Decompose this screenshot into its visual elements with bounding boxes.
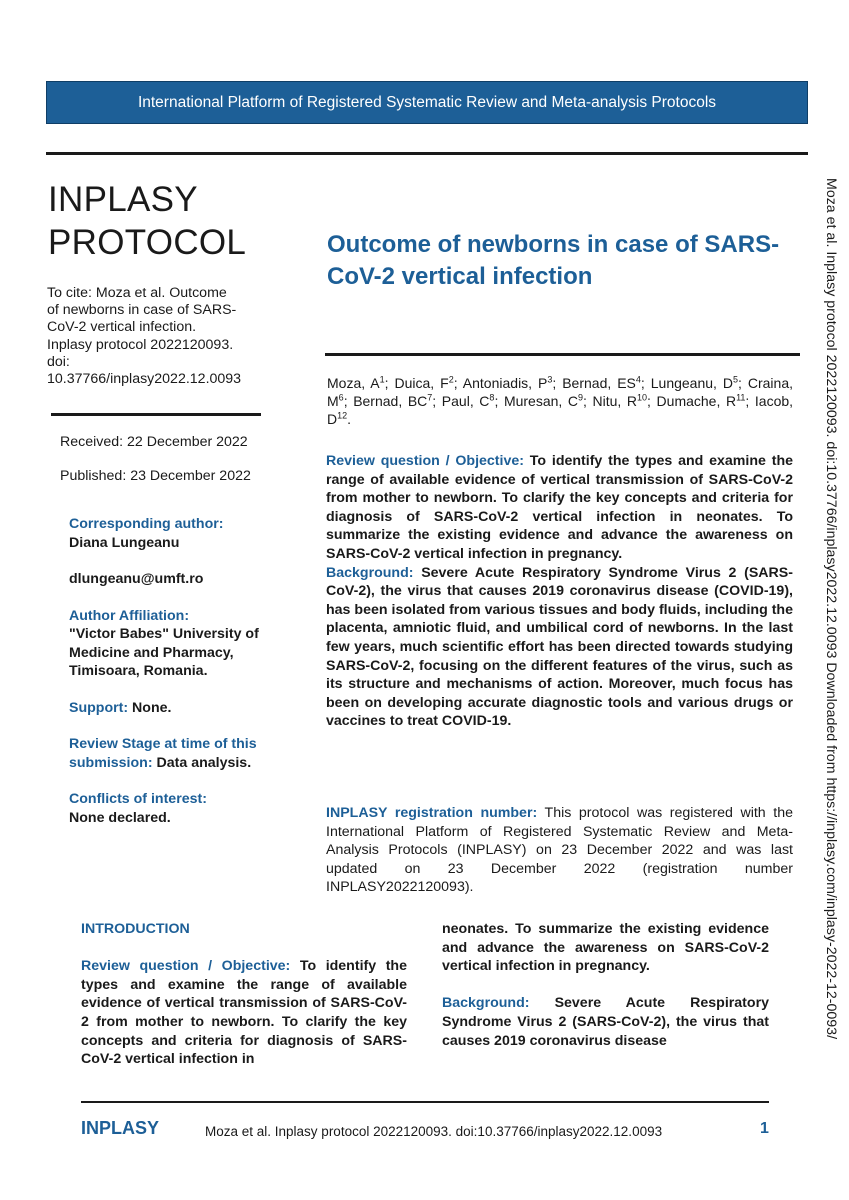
support-value: None.: [128, 699, 172, 716]
footer-brand: INPLASY: [81, 1118, 160, 1138]
author-list: Moza, $A^1$; Duica, $F^2$; Antoniadis, $P^3$; Bernad, $ES^4$; Lungeanu, $D^5$; Craina, $M^6$; Bernad, $BC^7$; Paul, $C^8$; Muresan, $C^9$; Nitu, $R^{10}$; Dumache, $R^{11}$; Iacob, $D^{12}$.: [327, 374, 794, 427]
author-name: Moza, A: [327, 375, 380, 391]
dates-block: [60, 434, 251, 502]
review-stage-block: [69, 735, 294, 772]
corresponding-author: [69, 515, 294, 552]
author-affil-number: 1: [379, 374, 385, 385]
footer-citation: Moza et al. Inplasy protocol 2022120093. doi:10.37766/inplasy2022.12.0093: [205, 1124, 663, 1139]
author-affil-number: 9: [578, 392, 584, 403]
author-name: Lungeanu, D: [650, 375, 733, 391]
cite-line: 10.37766/inplasy2022.12.0093: [47, 371, 242, 388]
intro-review-question: [81, 957, 407, 1069]
author-affil-number: 7: [427, 392, 433, 403]
email-block: [69, 570, 294, 589]
protocol-heading: [48, 178, 246, 264]
author-name: Nitu, R: [592, 393, 638, 409]
side-download-notice: Moza et al. Inplasy protocol 2022120093. doi:10.37766/inplasy2022.12.0093 Downloaded from https://inplasy.com/inplasy-2022-12-0093/: [823, 178, 839, 1040]
review-stage-label: Review Stage at time of this: [69, 736, 257, 752]
intro-background: [442, 994, 769, 1050]
author-affil-number: 2: [448, 374, 454, 385]
cite-line: doi:: [47, 353, 70, 370]
citation-block: [47, 285, 272, 388]
intro-background-text: Severe Acute Respiratory Syndrome Virus 2 (SARS-CoV-2), the virus that causes 2019 coronavirus disease: [442, 995, 769, 1049]
author-email[interactable]: dlungeanu@umft.ro: [69, 571, 204, 587]
conflicts-value: None declared.: [69, 809, 171, 826]
review-question-text: To identify the types and examine the range of available evidence of vertical transmission of SARS-CoV-2 from mother to newborn. To clarify the key concepts and criteria for diagnosis of SARS-CoV-2 vertical infection in neonates. To summarize the existing evidence and advance the awareness on SARS-CoV-2 vertical infection in pregnancy.: [326, 453, 794, 562]
author-affil-number: 10: [637, 392, 648, 403]
protocol-heading-line1: INPLASY: [48, 180, 198, 219]
background-text: Severe Acute Respiratory Syndrome Virus 2 (SARS-CoV-2), the virus that causes 2019 coronavirus disease (COVID-19), has been isolated from various tissues and body fluids, including the placenta, amniotic fluid, and umbilical cord of newborns. In the last few years, much scientific effort has been directed towards studying SARS-CoV-2, focusing on the different features of the virus, such as its structure and mechanisms of action. Moreover, much focus has been on developing accurate diagnostic tools and various drugs or vaccines to treat COVID-19.: [326, 564, 793, 730]
author-name: Dumache, R: [656, 393, 737, 409]
review-question-paragraph: [326, 452, 793, 564]
background-label: Background:: [326, 564, 414, 581]
title-rule: [325, 353, 800, 356]
left-rule: [51, 413, 261, 416]
page-number: 1: [760, 1120, 769, 1137]
platform-banner: International Platform of Registered Systematic Review and Meta-analysis Protocols: [46, 81, 808, 124]
author-name: Muresan, C: [503, 393, 579, 409]
metadata-block: [69, 515, 294, 845]
review-stage-label-2: submission:: [69, 754, 153, 771]
intro-background-label: Background:: [442, 995, 530, 1012]
published-date: Published: 23 December 2022: [60, 468, 251, 484]
author-name: Bernad, ES: [562, 375, 636, 391]
registration-paragraph: [326, 804, 793, 897]
conflicts-label: Conflicts of interest:: [69, 791, 207, 807]
received-date: Received: 22 December 2022: [60, 434, 248, 450]
article-title: Outcome of newborns in case of SARS-CoV-2 vertical infection: [327, 231, 780, 290]
protocol-heading-line2: PROTOCOL: [48, 223, 247, 262]
support-block: [69, 699, 294, 718]
cite-line: To cite: Moza et al. Outcome: [47, 285, 227, 301]
author-affil-number: 8: [489, 392, 495, 403]
affiliation-block: [69, 607, 294, 681]
intro-review-question-label: Review question / Objective:: [81, 958, 291, 975]
footer-rule: [81, 1101, 769, 1103]
abstract-block: [326, 452, 793, 731]
registration-text: This protocol was registered with the International Platform of Registered Systematic Review and Meta-Analysis Protocols (INPLASY) on 23 December 2022 and was last updated on 23 December 2022 (registration number INPLASY2022120093).: [326, 805, 793, 896]
corresponding-author-label: Corresponding author:: [69, 516, 224, 532]
corresponding-author-name: Diana Lungeanu: [69, 534, 180, 551]
review-stage-value: Data analysis.: [152, 754, 252, 771]
author-name: Paul, C: [441, 393, 490, 409]
affiliation-line: Medicine and Pharmacy,: [69, 644, 234, 661]
affiliation-label: Author Affiliation:: [69, 607, 190, 624]
background-paragraph: [326, 564, 793, 731]
affiliation-line: "Victor Babes" University of: [69, 626, 259, 642]
intro-heading: INTRODUCTION: [81, 921, 190, 937]
intro-column-2: [442, 920, 769, 1069]
cite-line: CoV-2 vertical infection.: [47, 319, 197, 336]
conflicts-block: [69, 790, 294, 827]
review-question-label: Review question / Objective:: [326, 453, 524, 469]
intro-review-question-text: To identify the types and examine the range of available evidence of vertical transmission of SARS-CoV-2 from mother to newborn. To clarify the key concepts and criteria for diagnosis of SARS-CoV-2 vertical infection in: [81, 958, 407, 1068]
author-name: Iacob, D: [327, 393, 794, 427]
author-name: Antoniadis, P: [462, 375, 548, 391]
author-affil-number: 11: [736, 392, 746, 403]
support-label: Support:: [69, 699, 129, 716]
author-affil-number: 5: [733, 374, 739, 385]
affiliation-line: Timisoara, Romania.: [69, 663, 208, 679]
author-affil-number: 3: [547, 374, 553, 385]
registration-label: INPLASY registration number:: [326, 805, 538, 821]
cite-line: Inplasy protocol 2022120093.: [47, 336, 234, 353]
intro-column-1: [81, 920, 407, 1069]
author-affil-number: 6: [338, 392, 344, 403]
author-affil-number: 12: [337, 410, 348, 421]
top-rule: [46, 152, 808, 155]
intro-continuation: neonates. To summarize the existing evidence and advance the awareness on SARS-CoV-2 vertical infection in pregnancy.: [442, 921, 769, 975]
cite-line: of newborns in case of SARS-: [47, 302, 237, 319]
author-name: Duica, F: [394, 375, 449, 391]
author-affil-number: 4: [635, 374, 641, 385]
author-name: Bernad, BC: [353, 393, 428, 409]
author-name: Craina, M: [327, 375, 793, 409]
